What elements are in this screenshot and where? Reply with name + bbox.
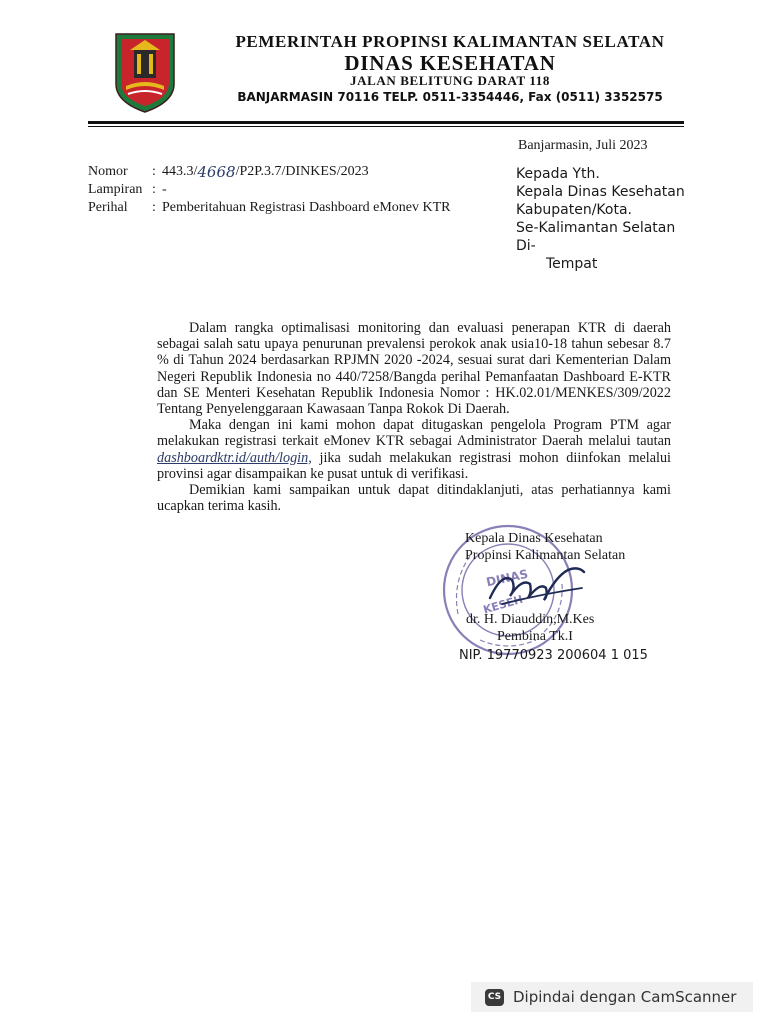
addressee-region: Kabupaten/Kota. [516, 202, 632, 218]
addressee-place: Tempat [546, 256, 598, 272]
addressee-title: Kepala Dinas Kesehatan [516, 184, 685, 200]
letterhead-agency: DINAS KESEHATAN [344, 51, 556, 75]
perihal-label: Perihal [88, 200, 128, 215]
signatory-name: dr. H. Diauddin,M.Kes [466, 612, 595, 627]
letterhead-street: JALAN BELITUNG DARAT 118 [350, 73, 550, 88]
signatory-nip: NIP. 19770923 200604 1 015 [459, 648, 648, 663]
lampiran-label: Lampiran [88, 182, 143, 197]
paragraph-2-text-before: Maka dengan ini kami mohon dapat ditugaskan pengelola Program PTM agar melakukan registrasi terkait eMonev KTR sebagai Administrator Daerah melalui tautan [157, 417, 671, 450]
svg-text:DINAS: DINAS [484, 566, 530, 590]
letter-body [157, 320, 671, 514]
letterhead-divider-thin [88, 126, 684, 127]
svg-text:KESEH: KESEH [481, 592, 525, 617]
nomor-separator: : [152, 164, 156, 179]
signatory-position: Kepala Dinas Kesehatan [465, 531, 603, 546]
addressee-province: Se-Kalimantan Selatan [516, 220, 676, 236]
letterhead-divider [88, 121, 684, 124]
perihal-value: Pemberitahuan Registrasi Dashboard eMonev KTR [162, 200, 451, 215]
body-paragraph-2 [157, 417, 671, 482]
letterhead-contact: BANJARMASIN 70116 TELP. 0511-3354446, Fax (0511) 3352575 [237, 90, 663, 104]
lampiran-separator: : [152, 182, 156, 197]
addressee-di: Di- [516, 238, 536, 254]
letter-meta [88, 163, 451, 217]
paragraph-2-text-after: jika sudah melakukan registrasi mohon diinfokan melalui provinsi agar disampaikan ke pusat untuk di verifikasi. [157, 449, 671, 482]
body-paragraph-3: Demikian kami sampaikan untuk dapat ditindaklanjuti, atas perhatiannya kami ucapkan terima kasih. [157, 482, 671, 515]
meta-lampiran [88, 181, 451, 199]
meta-nomor [88, 163, 451, 181]
province-emblem-icon [114, 32, 176, 114]
letterhead-government: PEMERINTAH PROPINSI KALIMANTAN SELATAN [235, 32, 665, 51]
addressee-block [516, 165, 685, 273]
signatory-rank: Pembina Tk.I [497, 629, 573, 644]
registration-link[interactable]: dashboardktr.id/auth/login, [157, 449, 312, 466]
body-paragraph-1: Dalam rangka optimalisasi monitoring dan evaluasi penerapan KTR di daerah sebagai salah satu upaya penurunan prevalensi perokok anak usia10-18 tahun sebesar 8.7 % di Tahun 2024 berdasarkan RPJMN 2020 -2024, sesuai surat dari Kementerian Dalam Negeri Republik Indonesia no 440/7258/Bangda perihal Pemanfaatan Dashboard E-KTR dan SE Menteri Kesehatan Republik Indonesia Nomor : HK.02.01/MENKES/309/2022 Tentang Penyelenggaraan Kawasaan Tanpa Rokok Di Daerah. [157, 320, 671, 418]
camscanner-logo-icon: CS [485, 989, 504, 1006]
nomor-label: Nomor [88, 164, 128, 179]
lampiran-value: - [162, 182, 167, 197]
meta-perihal [88, 199, 451, 217]
camscanner-watermark [471, 982, 753, 1012]
nomor-handwritten: 4668 [197, 163, 236, 181]
letter-date: Banjarmasin, Juli 2023 [518, 138, 648, 153]
handwritten-signature-icon [482, 558, 592, 614]
perihal-separator: : [152, 200, 156, 215]
addressee-salutation: Kepada Yth. [516, 166, 600, 182]
nomor-suffix: /P2P.3.7/DINKES/2023 [235, 164, 369, 179]
signatory-office: Propinsi Kalimantan Selatan [465, 548, 626, 563]
nomor-prefix: 443.3/ [162, 164, 198, 179]
camscanner-text: Dipindai dengan CamScanner [513, 988, 737, 1006]
